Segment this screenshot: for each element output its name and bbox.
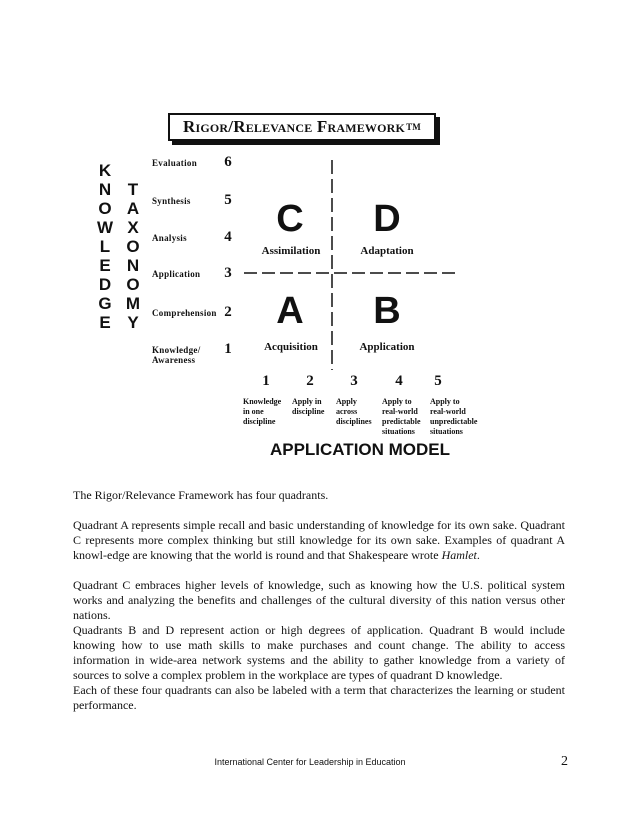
application-level-description (292, 397, 324, 417)
knowledge-level-text: Evaluation (152, 158, 198, 168)
application-level-description (243, 397, 281, 427)
page-number: 2 (561, 754, 568, 769)
knowledge-level-number: 1 (224, 341, 232, 357)
application-level-line: situations (382, 427, 415, 436)
taxonomy-letter: A (126, 199, 140, 218)
application-level-description (382, 397, 421, 437)
paragraph-quadrant-a (73, 518, 565, 563)
application-level-line: discipline (292, 407, 325, 416)
application-level-description (336, 397, 372, 427)
taxonomy-letter: O (126, 275, 140, 294)
paragraph-quadrant-c: Quadrant C embraces higher levels of knowledge, such as knowing how the U.S. political system works and analyzing the benefits and challenges of the cultural diversity of this nation versus other nations. (73, 578, 565, 622)
knowledge-level-text: Comprehension (152, 308, 217, 318)
application-level-number: 3 (350, 373, 358, 389)
application-model-label: APPLICATION MODEL (269, 440, 451, 459)
knowledge-letter: E (99, 313, 111, 332)
taxonomy-letter: Y (127, 313, 139, 332)
knowledge-level-text: Application (152, 269, 201, 279)
application-level-line: Apply to (382, 397, 412, 406)
application-level-number: 1 (262, 373, 270, 389)
application-level-line: real-world (382, 407, 418, 416)
taxonomy-letter: M (125, 294, 141, 313)
application-level-line: predictable (382, 417, 421, 426)
knowledge-letter: N (98, 180, 112, 199)
taxonomy-letter: O (126, 237, 140, 256)
quadrant-b-label: Application (359, 341, 415, 353)
knowledge-level-text: Analysis (152, 233, 187, 243)
framework-title-text: Rigor/Relevance Framework (183, 117, 406, 136)
quadrant-d-letter: D (373, 198, 401, 240)
knowledge-level-number: 5 (224, 192, 232, 208)
knowledge-letter: O (98, 199, 112, 218)
quadrant-a-letter: A (276, 290, 304, 332)
quadrant-c-letter: C (276, 198, 304, 240)
application-level-description (430, 397, 477, 437)
application-level-line: Apply to (430, 397, 460, 406)
application-level-line: Apply in (292, 397, 322, 406)
application-level-line: situations (430, 427, 463, 436)
application-level-line: unpredictable (430, 417, 478, 426)
quadrant-b-letter: B (373, 290, 401, 332)
taxonomy-letter: X (127, 218, 139, 237)
knowledge-letter: G (98, 294, 112, 313)
quadrant-c-label: Assimilation (261, 245, 321, 257)
knowledge-level-number: 2 (224, 304, 232, 320)
hamlet-title: Hamlet (441, 548, 477, 562)
paragraph-quadrant-a-end: . (476, 548, 480, 562)
knowledge-level-text: Knowledge/ (152, 345, 201, 355)
application-level-line: disciplines (336, 417, 372, 426)
knowledge-level-text: Synthesis (152, 196, 191, 206)
application-level-number: 5 (434, 373, 442, 389)
application-level-line: Apply (336, 397, 357, 406)
application-level-line: discipline (243, 417, 276, 426)
application-level-line: Knowledge (243, 397, 282, 406)
knowledge-level-text: Awareness (152, 355, 196, 365)
application-level-line: real-world (430, 407, 466, 416)
knowledge-letter: D (98, 275, 112, 294)
knowledge-letter: K (98, 161, 112, 180)
trademark-mark: TM (406, 122, 421, 132)
knowledge-letter: W (97, 218, 114, 237)
application-level-line: in one (243, 407, 264, 416)
application-level-line: across (336, 407, 358, 416)
application-level-number: 4 (395, 373, 403, 389)
knowledge-level-number: 3 (224, 265, 232, 281)
paragraph-quadrant-a-text: Quadrant A represents simple recall and basic understanding of knowledge for its own sake. Quadrant C represents more complex thinking but still knowledge for its own sake. Examples of quadrant A knowl-edge are knowing that the world is round and that Shakespeare wrote (73, 518, 565, 562)
knowledge-letter: L (99, 237, 111, 256)
knowledge-level-number: 4 (224, 229, 232, 245)
knowledge-level-number: 6 (224, 154, 232, 170)
footer-organization: International Center for Leadership in Education (214, 757, 406, 767)
application-level-number: 2 (306, 373, 314, 389)
knowledge-letter: E (99, 256, 111, 275)
taxonomy-letter: N (126, 256, 140, 275)
quadrant-d-label: Adaptation (360, 245, 414, 257)
paragraph-quadrants-b-d: Quadrants B and D represent action or high degrees of application. Quadrant B would include knowing how to use math skills to make purchases and count change. The ability to access information in wide-area network systems and the ability to gather knowledge from a variety of sources to solve a complex problem in the workplace are types of quadrant D knowledge. (73, 623, 565, 682)
paragraph-intro: The Rigor/Relevance Framework has four quadrants. (73, 488, 329, 502)
taxonomy-letter: T (127, 180, 139, 199)
paragraph-labels: Each of these four quadrants can also be labeled with a term that characterizes the learning or student performance. (73, 683, 565, 712)
quadrant-a-label: Acquisition (264, 341, 318, 353)
